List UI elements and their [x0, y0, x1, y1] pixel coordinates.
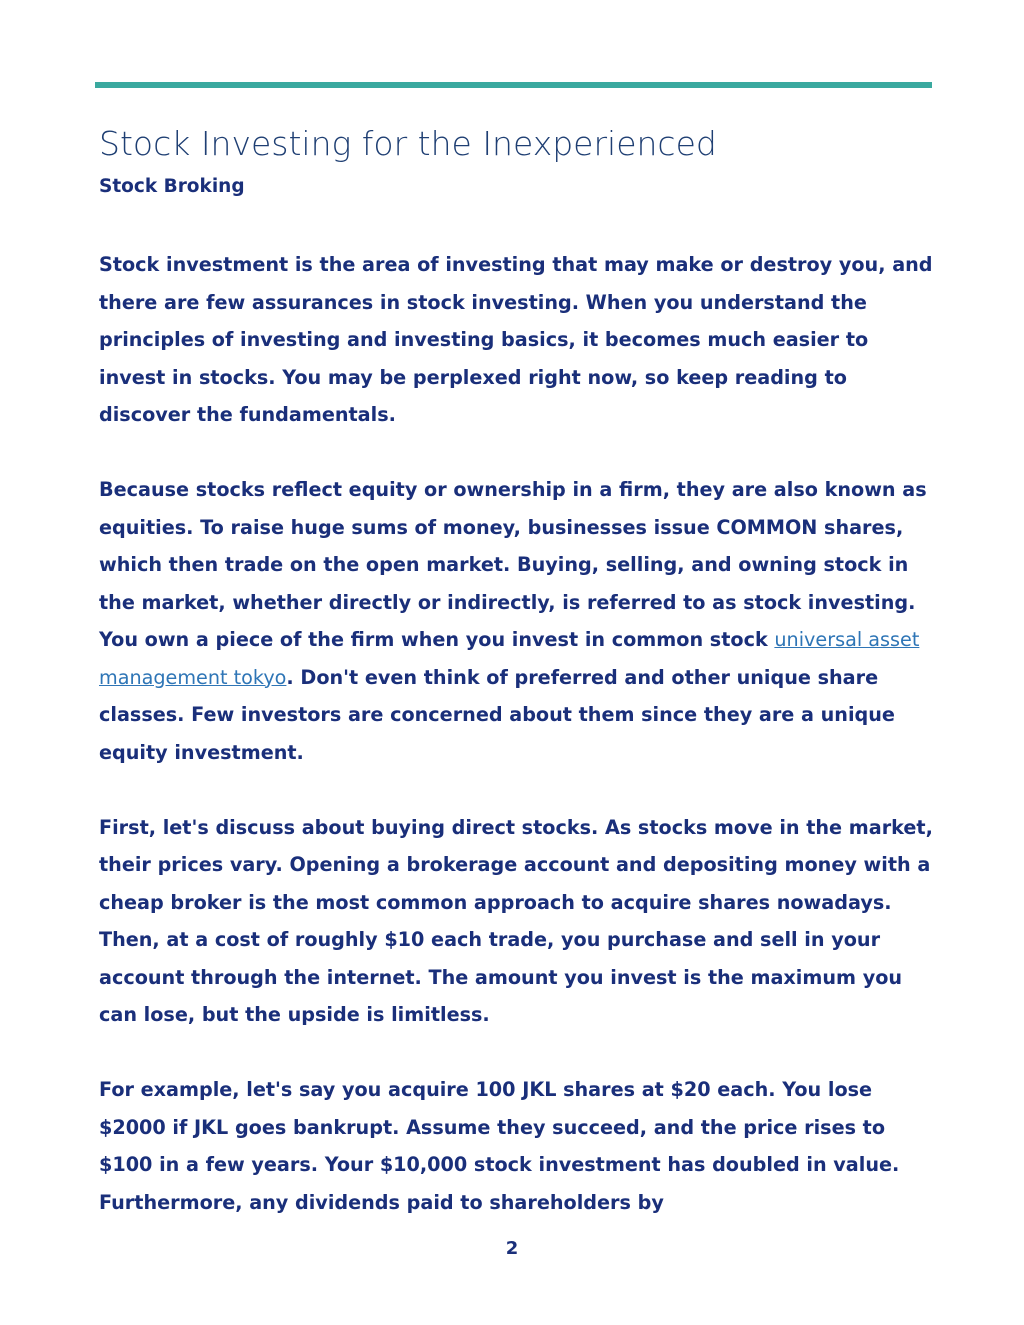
section-subtitle: Stock Broking — [99, 176, 245, 197]
paragraph-intro: Stock investment is the area of investing that may make or destroy you, and there are few assurances in stock investing. When you understand the principles of investing and investing basics, it becomes much easier to invest in stocks. You may be perplexed right now, so keep reading to discover the fundamentals. — [99, 253, 933, 426]
paragraph-direct-stocks: First, let's discuss about buying direct stocks. As stocks move in the market, their prices vary. Opening a brokerage account and depositing money with a cheap broker is the most common approach to acquire shares nowadays. Then, at a cost of roughly $10 each trade, you purchase and sell in your account through the internet. The amount you invest is the maximum you can lose, but the upside is limitless. — [99, 815, 933, 1026]
universal-asset-management-link[interactable]: universal asset management tokyo — [99, 628, 920, 689]
paragraph-equities-text-before: Because stocks reflect equity or ownership in a firm, they are also known as equities. To raise huge sums of money, businesses issue COMMON shares, which then trade on the open market. Buying, selling, and owning stock in the market, whether directly or indirectly, is referred to as stock investing. You own a piece of the firm when you invest in common stock — [99, 478, 927, 651]
article-body — [99, 246, 939, 1259]
page-title: Stock Investing for the Inexperienced — [99, 124, 717, 163]
paragraph-example: For example, let's say you acquire 100 JKL shares at $20 each. You lose $2000 if JKL goes bankrupt. Assume they succeed, and the price rises to $100 in a few years. Your $10,000 stock investment has doubled in value. Furthermore, any dividends paid to shareholders by — [99, 1078, 900, 1214]
header-accent-rule — [95, 82, 932, 88]
page-number: 2 — [505, 1238, 519, 1259]
paragraph-equities — [99, 471, 939, 771]
paragraph-equities-text-after: . Don't even think of preferred and other unique share classes. Few investors are concerned about them since they are a unique equity investment. — [99, 665, 895, 764]
